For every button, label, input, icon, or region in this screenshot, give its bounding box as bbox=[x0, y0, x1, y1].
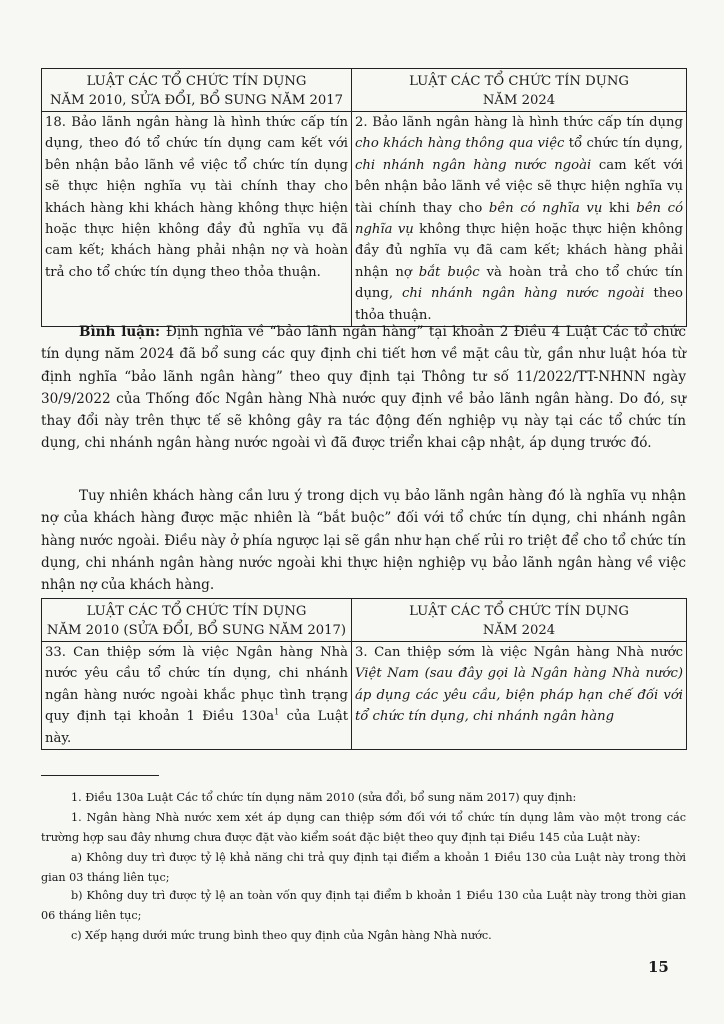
header-line: NĂM 2024 bbox=[482, 93, 556, 108]
header-line: LUẬT CÁC TỔ CHỨC TÍN DỤNG bbox=[409, 74, 629, 89]
footnote-text: b) Không duy trì được tỷ lệ an toàn vốn quy định tại điểm b khoản 1 Điều 130 của Luật này trong thời gian 06 tháng liên tục; bbox=[41, 889, 686, 922]
commentary-label: Bình luận: bbox=[79, 324, 166, 340]
footnote-text: 1. Điều 130a Luật Các tổ chức tín dụng năm 2010 (sửa đổi, bổ sung năm 2017) quy định: bbox=[71, 791, 577, 804]
text-run: khi bbox=[602, 200, 637, 216]
commentary-paragraph bbox=[41, 321, 686, 455]
text-run: theo thỏa thuận. bbox=[355, 286, 683, 323]
footnote-divider bbox=[41, 775, 159, 776]
header-line: LUẬT CÁC TỔ CHỨC TÍN DỤNG bbox=[86, 74, 307, 89]
text-run-italic: bắt buộc bbox=[418, 264, 480, 280]
text-run-italic: bên có nghĩa vụ bbox=[355, 200, 684, 238]
footnote-item bbox=[41, 808, 686, 847]
text-run: và hoàn trả cho tổ chức tín dụng, bbox=[355, 264, 683, 302]
table2-old-text bbox=[42, 642, 352, 750]
comparison-table-2 bbox=[41, 598, 687, 750]
note-paragraph bbox=[41, 485, 686, 596]
footnote-text: 1. Ngân hàng Nhà nước xem xét áp dụng can thiệp sớm đối với tổ chức tín dụng lâm vào một trong các trường hợp sau đây nhưng chưa được đặt vào kiểm soát đặc biệt theo quy định tại Điều 145 của Luật này: bbox=[41, 811, 686, 844]
table1-new-text bbox=[352, 112, 687, 327]
table-row bbox=[42, 642, 687, 750]
table1-header-new bbox=[352, 69, 687, 112]
header-line: NĂM 2024 bbox=[482, 623, 556, 638]
header-line: LUẬT CÁC TỔ CHỨC TÍN DỤNG bbox=[409, 604, 629, 619]
text-run-italic: chi nhánh ngân hàng nước ngoài bbox=[355, 157, 592, 173]
text-run: 2. Bảo lãnh ngân hàng là hình thức cấp tín dụng bbox=[355, 115, 683, 130]
text-run-italic: đối với tổ chức tín dụng, chi nhánh ngân hàng bbox=[355, 687, 683, 725]
footnote-item bbox=[41, 848, 686, 887]
text-run: 33. Can thiệp sớm là việc Ngân hàng Nhà nước yêu cầu tổ chức tín dụng, chi nhánh ngân hàng nước ngoài khắc phục tình trạng quy định tại khoản 1 Điều 130a bbox=[45, 645, 348, 725]
text-run-italic: cho khách hàng thông qua việc bbox=[355, 136, 565, 152]
page-number: 15 bbox=[648, 958, 669, 976]
header-line: LUẬT CÁC TỔ CHỨC TÍN DỤNG bbox=[86, 604, 307, 619]
footnote-text: c) Xếp hạng dưới mức trung bình theo quy định của Ngân hàng Nhà nước. bbox=[71, 929, 492, 942]
table-header-row bbox=[42, 599, 687, 642]
footnote-ref[interactable]: 1 bbox=[274, 707, 280, 717]
commentary-text: Định nghĩa về “bảo lãnh ngân hàng” tại khoản 2 Điều 4 Luật Các tổ chức tín dụng năm 2024 đã bổ sung các quy định chi tiết hơn về mặt câu từ, gần như luật hóa từ định nghĩa “bảo lãnh ngân hàng” theo quy định tại Thông tư số 11/2022/TT-NHNN ngày 30/9/2022 của Thống đốc Ngân hàng Nhà nước quy định về bảo lãnh ngân hàng. Do đó, sự thay đổi này trên thực tế sẽ không gây ra tác động đến nghiệp vụ này tại các tổ chức tín dụng, chi nhánh ngân hàng nước ngoài vì đã được triển khai cập nhật, áp dụng trước đó. bbox=[41, 324, 686, 452]
table-row bbox=[42, 112, 687, 327]
text-run: của Luật này. bbox=[45, 709, 348, 746]
text-run: 3. Can thiệp sớm là việc Ngân hàng Nhà nước bbox=[355, 645, 683, 660]
note-text: Tuy nhiên khách hàng cần lưu ý trong dịch vụ bảo lãnh ngân hàng đó là nghĩa vụ nhận nợ của khách hàng được mặc nhiên là “bắt buộc” đối với tổ chức tín dụng, chi nhánh ngân hàng nước ngoài. Điều này ở phía ngược lại sẽ gần như hạn chế rủi ro triệt để cho tổ chức tín dụng, chi nhánh ngân hàng nước ngoài khi thực hiện nghiệp vụ bảo lãnh ngân hàng về việc nhận nợ của khách hàng. bbox=[41, 488, 686, 594]
text-run-italic: Việt Nam (sau đây gọi là Ngân hàng Nhà nước) áp dụng các yêu cầu, biện pháp hạn chế bbox=[355, 666, 683, 703]
header-line: NĂM 2010, SỬA ĐỔI, BỔ SUNG NĂM 2017 bbox=[49, 93, 344, 108]
footnote-item bbox=[41, 926, 686, 946]
footnote-item bbox=[41, 886, 686, 925]
table-header-row bbox=[42, 69, 687, 112]
text-run: không thực hiện hoặc thực hiện không đầy đủ nghĩa vụ đã cam kết; khách hàng phải nhận nợ bbox=[355, 222, 683, 280]
text-run: cam kết với bên nhận bảo lãnh về việc sẽ thực hiện nghĩa vụ tài chính thay cho bbox=[355, 157, 683, 216]
table1-old-text bbox=[42, 112, 352, 327]
footnote-text: a) Không duy trì được tỷ lệ khả năng chi trả quy định tại điểm a khoản 1 Điều 130 của Luật này trong thời gian 03 tháng liên tục; bbox=[41, 851, 686, 884]
comparison-table-1 bbox=[41, 68, 687, 327]
table2-new-text bbox=[352, 642, 687, 750]
footnote-item bbox=[41, 788, 686, 808]
table2-header-new bbox=[352, 599, 687, 642]
old-text: 18. Bảo lãnh ngân hàng là hình thức cấp tín dụng, theo đó tổ chức tín dụng cam kết với bên nhận bảo lãnh về việc tổ chức tín dụng sẽ thực hiện nghĩa vụ tài chính thay cho khách hàng khi khách hàng không thực hiện hoặc thực hiện không đầy đủ nghĩa vụ đã cam kết; khách hàng phải nhận nợ và hoàn trả cho tổ chức tín dụng theo thỏa thuận. bbox=[45, 115, 348, 280]
text-run: tổ chức tín dụng, bbox=[564, 136, 683, 152]
header-line: NĂM 2010 (SỬA ĐỔI, BỔ SUNG NĂM 2017) bbox=[46, 623, 347, 638]
table1-header-old bbox=[42, 69, 352, 112]
text-run-italic: chi nhánh ngân hàng nước ngoài bbox=[402, 286, 645, 302]
text-run-italic: bên có nghĩa vụ bbox=[488, 200, 603, 216]
table2-header-old bbox=[42, 599, 352, 642]
